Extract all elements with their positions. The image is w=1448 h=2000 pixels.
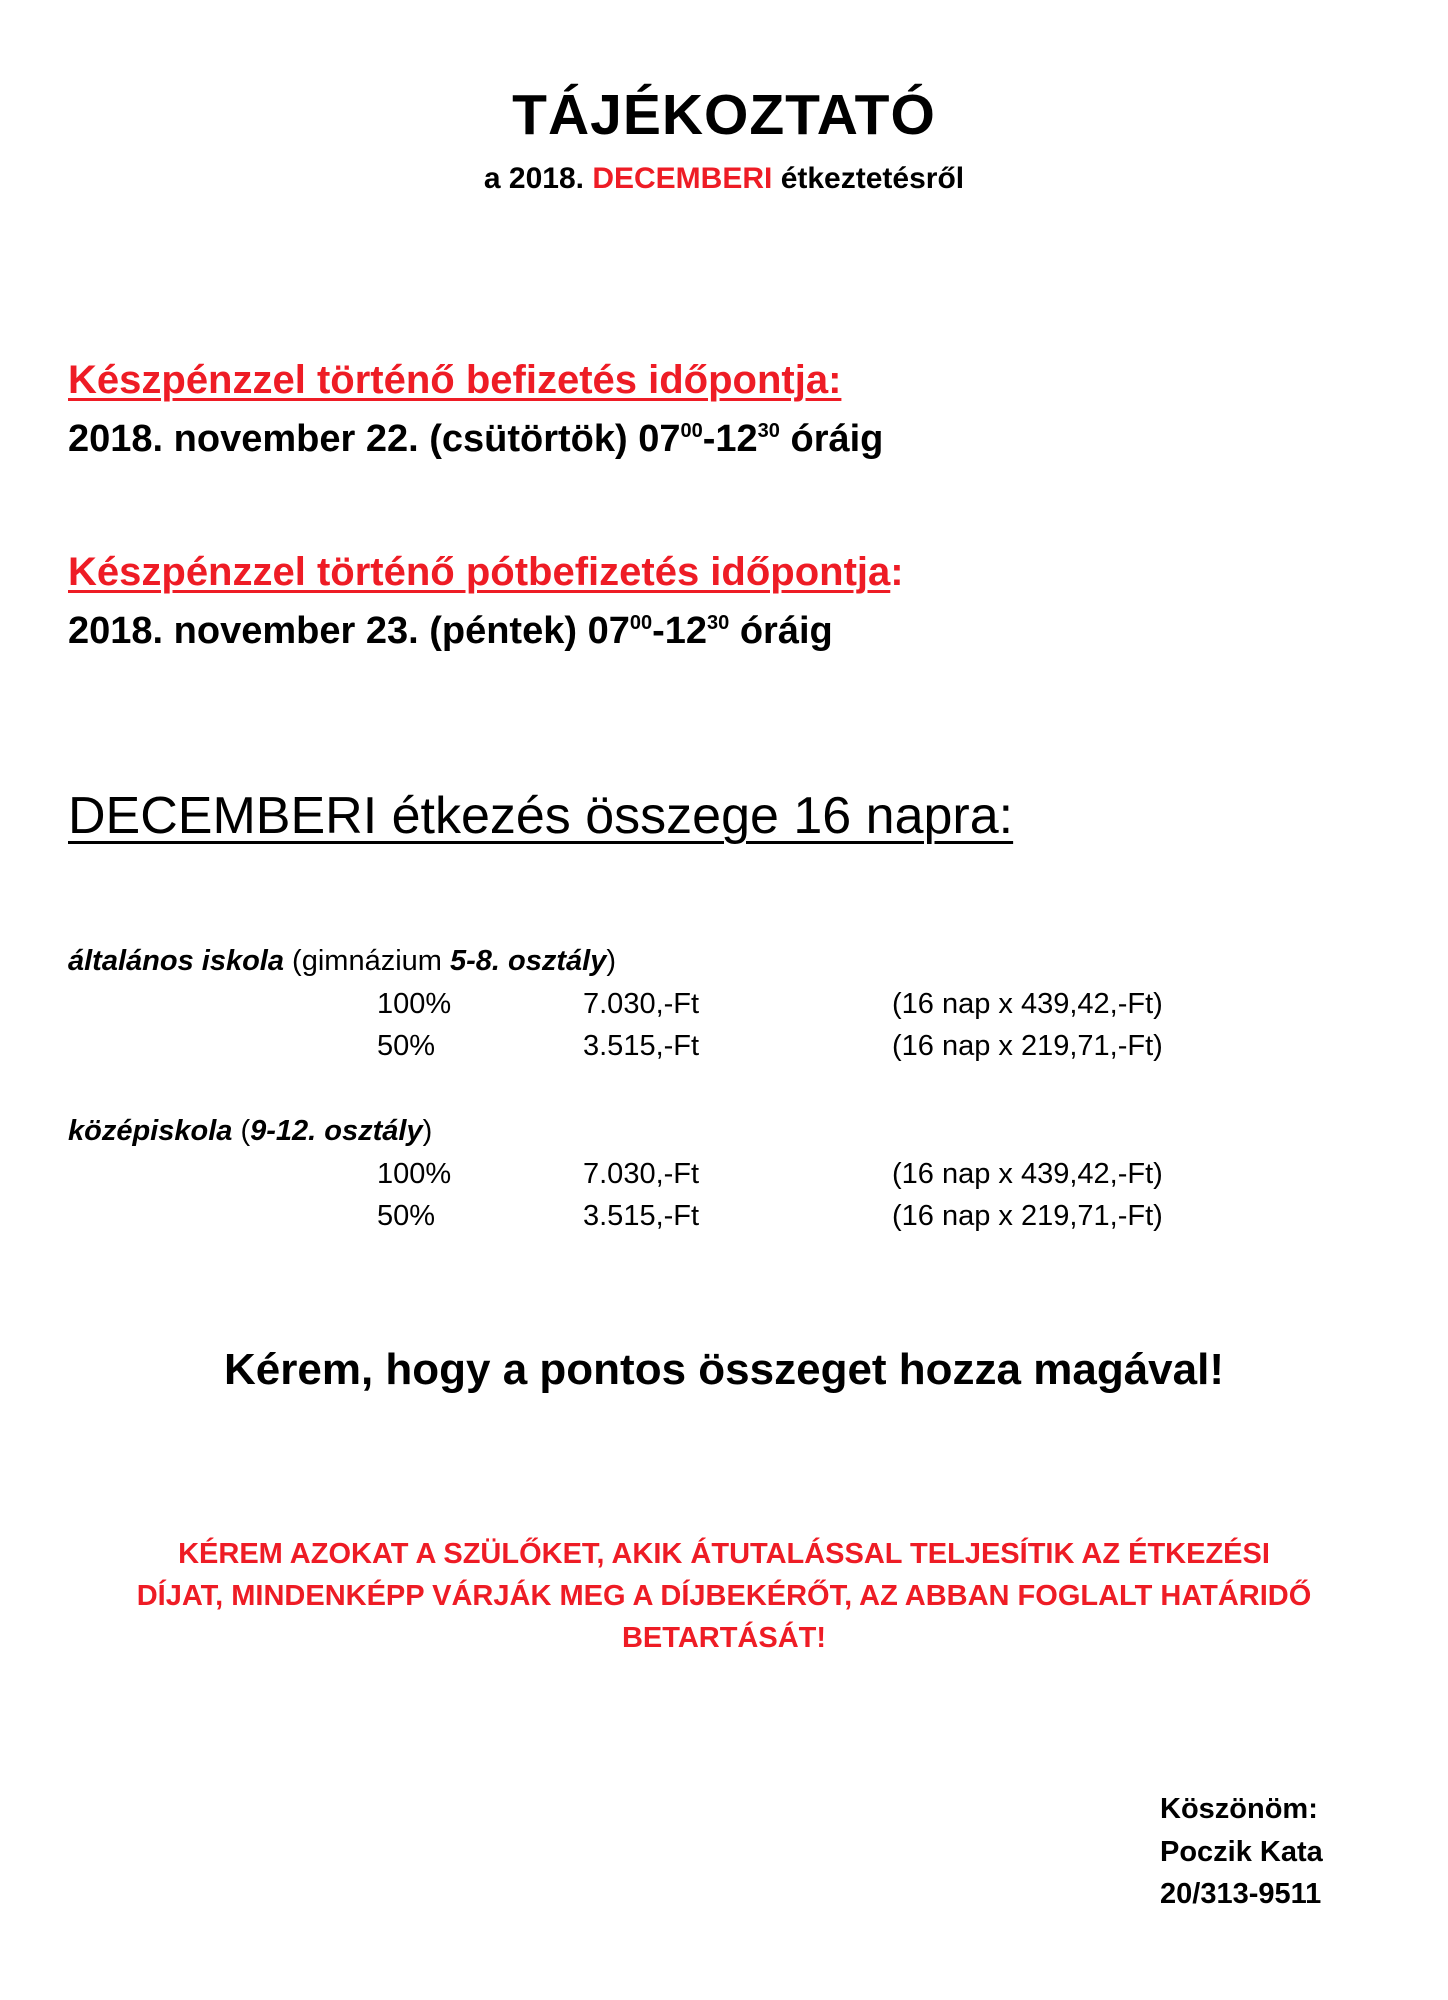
row-percent: 50% [377, 1030, 436, 1062]
row-calculation: (16 nap x 219,71,-Ft) [892, 1030, 1163, 1062]
notice-line: KÉREM AZOKAT A SZÜLŐKET, AKIK ÁTUTALÁSSAL TELJESÍTIK AZ ÉTKEZÉSI [178, 1538, 1270, 1570]
signature-phone: 20/313-9511 [1160, 1878, 1322, 1910]
row-percent: 100% [377, 1158, 452, 1190]
signature-name: Poczik Kata [1160, 1836, 1323, 1868]
row-percent: 100% [377, 988, 452, 1020]
request-message: Kérem, hogy a pontos összeget hozza magával! [223, 1345, 1224, 1394]
page-subtitle [0, 162, 1448, 196]
payment-heading-second: Készpénzzel történő pótbefizetés időpontja: [68, 550, 904, 594]
payment-date-second: 2018. november 23. (péntek) [68, 610, 577, 652]
subtitle-suffix: étkeztetésről [780, 162, 965, 195]
row-percent: 50% [377, 1200, 436, 1232]
row-calculation: (16 nap x 439,42,-Ft) [892, 1158, 1163, 1190]
row-amount: 3.515,-Ft [583, 1200, 700, 1232]
category-label-secondary: középiskola (9-12. osztály) [68, 1115, 433, 1147]
subtitle-month: DECEMBERI [592, 162, 773, 195]
payment-heading-first [68, 358, 841, 403]
payment-heading-second-text: Készpénzzel történő pótbefizetés időpontja [68, 550, 891, 594]
page-title: TÁJÉKOZTATÓ [512, 83, 936, 147]
payment-time-first: 2018. november 22. (csütörtök) $07^{00}-12^{30}$ óráig [68, 418, 884, 460]
row-amount: 3.515,-Ft [583, 1030, 700, 1062]
notice-line: BETARTÁSÁT! [621, 1622, 827, 1654]
signature-thanks: Köszönöm: [1160, 1793, 1318, 1825]
row-calculation: (16 nap x 219,71,-Ft) [892, 1200, 1163, 1232]
row-amount: 7.030,-Ft [583, 1158, 700, 1190]
payment-date-first: 2018. november 22. (csütörtök) [68, 418, 628, 460]
row-amount: 7.030,-Ft [583, 988, 700, 1020]
payment-time-second: 2018. november 23. (péntek) $07^{00}-12^{30}$ óráig [68, 610, 833, 652]
notice-line: DÍJAT, MINDENKÉPP VÁRJÁK MEG A DÍJBEKÉRŐT, AZ ABBAN FOGLALT HATÁRIDŐ [136, 1580, 1312, 1612]
subtitle-prefix: a 2018. [483, 162, 584, 195]
category-label-primary: általános iskola (gimnázium 5-8. osztály) [68, 945, 617, 977]
total-heading: DECEMBERI étkezés összege 16 napra: [68, 787, 1014, 845]
transfer-notice [40, 1533, 1408, 1659]
row-calculation: (16 nap x 439,42,-Ft) [892, 988, 1163, 1020]
payment-heading-first-text: Készpénzzel történő befizetés időpontja: [68, 358, 842, 402]
